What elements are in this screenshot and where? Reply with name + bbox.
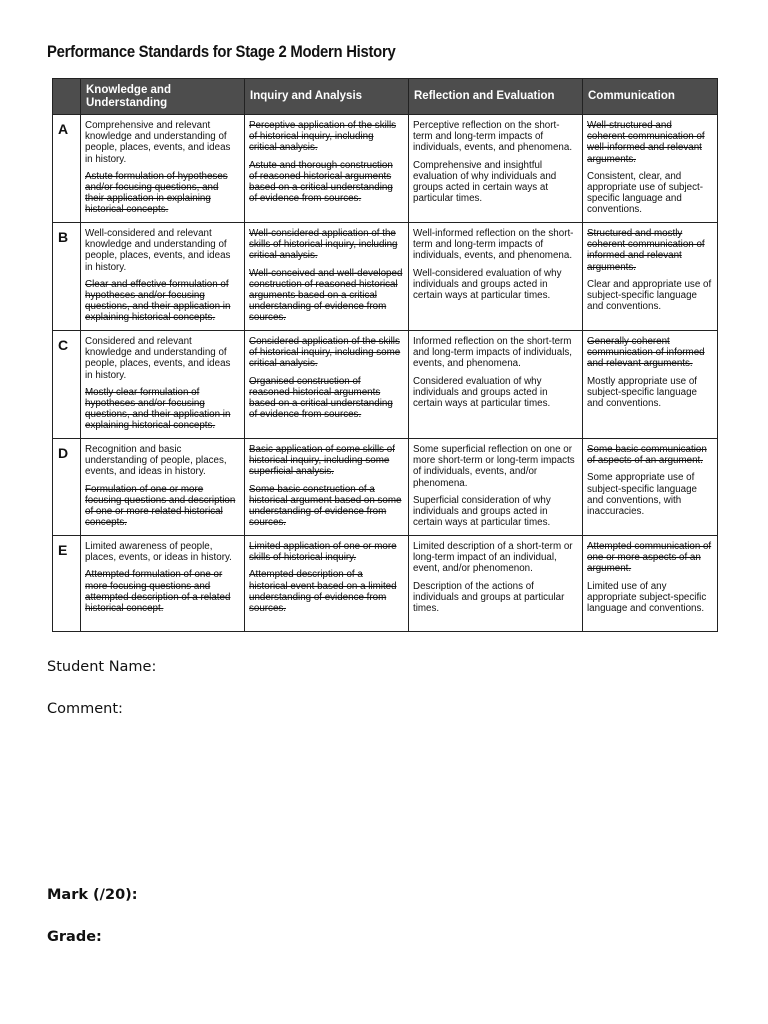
cell-reflection [409, 439, 583, 536]
mark-label: Mark (/20): [47, 887, 138, 903]
table-header-row [53, 79, 718, 115]
descriptor: Recognition and basic understanding of people, places, events, and ideas in history. [85, 444, 227, 478]
struck-descriptor: Perceptive application of the skills of historical inquiry, including critical analysis. [249, 120, 397, 154]
descriptor: Well-informed reflection on the short-term and long-term impacts of individuals, events, and phenomena. [413, 228, 574, 262]
descriptor: Limited awareness of people, places, events, or ideas in history. [85, 541, 232, 564]
descriptor: Well-considered evaluation of why individuals and groups acted in certain ways at particular times. [413, 267, 562, 302]
header-corner [53, 79, 81, 115]
struck-descriptor: Astute formulation of hypotheses and/or focusing questions, and their application in explaining historical concepts. [85, 170, 228, 216]
column-header-inquiry: Inquiry and Analysis [245, 79, 409, 115]
struck-descriptor: Attempted communication of one or more aspects of an argument. [587, 541, 712, 575]
table-row [53, 115, 718, 223]
struck-descriptor: Well-structured and coherent communication of well-informed and relevant arguments. [587, 120, 705, 165]
table-row [53, 439, 718, 536]
cell-knowledge [81, 223, 245, 331]
descriptor: Well-considered and relevant knowledge and understanding of people, places, events, and ideas in history. [85, 228, 231, 273]
cell-inquiry [245, 439, 409, 536]
grade-label: C [53, 331, 81, 439]
descriptor: Some superficial reflection on one or more short-term or long-term impacts of individuals, events, and/or phenomena. [413, 444, 575, 489]
student-name-label: Student Name: [47, 659, 157, 675]
struck-descriptor: Attempted description of a historical event based on a limited understanding of evidence from sources. [249, 569, 397, 615]
cell-reflection [409, 115, 583, 223]
descriptor: Description of the actions of individuals and groups at particular times. [413, 580, 565, 615]
struck-descriptor: Considered application of the skills of historical inquiry, including some critical analysis. [249, 336, 401, 370]
cell-knowledge [81, 115, 245, 223]
descriptor: Limited use of any appropriate subject-specific language and conventions. [587, 580, 707, 615]
performance-standards-table [52, 78, 718, 632]
grade-label: Grade: [47, 929, 102, 945]
cell-inquiry [245, 331, 409, 439]
cell-knowledge [81, 536, 245, 632]
struck-descriptor: Well-conceived and well-developed construction of reasoned historical arguments based on a critical understanding of evidence from sources. [249, 267, 403, 324]
cell-inquiry [245, 223, 409, 331]
struck-descriptor: Some basic communication of aspects of an argument. [587, 444, 707, 467]
cell-inquiry [245, 536, 409, 632]
struck-descriptor: Limited application of one or more skills of historical inquiry. [249, 541, 397, 564]
cell-communication [583, 115, 718, 223]
struck-descriptor: Generally coherent communication of informed and relevant arguments. [587, 336, 705, 370]
cell-knowledge [81, 331, 245, 439]
descriptor: Perceptive reflection on the short-term and long-term impacts of individuals, events, and phenomena. [413, 120, 573, 154]
struck-descriptor: Organised construction of reasoned historical arguments based on a critical understanding of evidence from sources. [249, 375, 393, 421]
grade-label: B [53, 223, 81, 331]
cell-knowledge [81, 439, 245, 536]
struck-descriptor: Formulation of one or more focusing questions and description of one or more related historical concepts. [85, 483, 236, 529]
cell-communication [583, 439, 718, 536]
struck-descriptor: Astute and thorough construction of reasoned historical arguments based on a critical understanding of evidence from sources. [249, 159, 393, 205]
cell-communication [583, 331, 718, 439]
column-header-knowledge: Knowledge and Understanding [81, 79, 245, 115]
cell-communication [583, 223, 718, 331]
grade-label: A [53, 115, 81, 223]
descriptor: Informed reflection on the short-term and long-term impacts of individuals, events, and phenomena. [413, 336, 573, 370]
struck-descriptor: Structured and mostly coherent communication of informed and relevant arguments. [587, 228, 705, 273]
cell-reflection [409, 223, 583, 331]
column-header-communication: Communication [583, 79, 718, 115]
descriptor: Considered evaluation of why individuals and groups acted in certain ways at particular times. [413, 375, 551, 410]
page-title: Performance Standards for Stage 2 Modern History [47, 43, 396, 61]
struck-descriptor: Well-considered application of the skills of historical inquiry, including critical analysis. [249, 228, 398, 262]
descriptor: Considered and relevant knowledge and understanding of people, places, events, and ideas in history. [85, 336, 231, 381]
struck-descriptor: Mostly clear formulation of hypotheses and/or focusing questions, and their application in explaining historical concepts. [85, 386, 231, 432]
column-header-reflection: Reflection and Evaluation [409, 79, 583, 115]
table-row [53, 331, 718, 439]
cell-communication [583, 536, 718, 632]
table-body [53, 115, 718, 632]
struck-descriptor: Basic application of some skills of historical inquiry, including some superficial analysis. [249, 444, 395, 478]
struck-descriptor: Attempted formulation of one or more focusing questions and attempted description of a related historical concept. [85, 569, 231, 615]
descriptor: Comprehensive and relevant knowledge and understanding of people, places, events, and ideas in history. [85, 120, 231, 165]
descriptor: Superficial consideration of why individuals and groups acted in certain ways at particular times. [413, 494, 551, 529]
cell-reflection [409, 536, 583, 632]
descriptor: Limited description of a short-term or long-term impact of an individual, event, and/or phenomenon. [413, 541, 573, 575]
descriptor: Mostly appropriate use of subject-specific language and conventions. [587, 375, 698, 410]
table-row [53, 536, 718, 632]
descriptor: Clear and appropriate use of subject-specific language and conventions. [587, 278, 712, 313]
descriptor: Consistent, clear, and appropriate use of subject-specific language and conventions. [587, 170, 703, 216]
descriptor: Some appropriate use of subject-specific language and conventions, with inaccuracies. [587, 472, 698, 518]
table-row [53, 223, 718, 331]
struck-descriptor: Some basic construction of a historical argument based on some understanding of evidence from sources. [249, 483, 402, 529]
grade-label: D [53, 439, 81, 536]
descriptor: Comprehensive and insightful evaluation of why individuals and groups acted in certain ways at particular times. [413, 159, 557, 205]
comment-label: Comment: [47, 701, 123, 717]
grade-label: E [53, 536, 81, 632]
cell-reflection [409, 331, 583, 439]
struck-descriptor: Clear and effective formulation of hypotheses and/or focusing questions, and their application in explaining historical concepts. [85, 278, 231, 324]
cell-inquiry [245, 115, 409, 223]
